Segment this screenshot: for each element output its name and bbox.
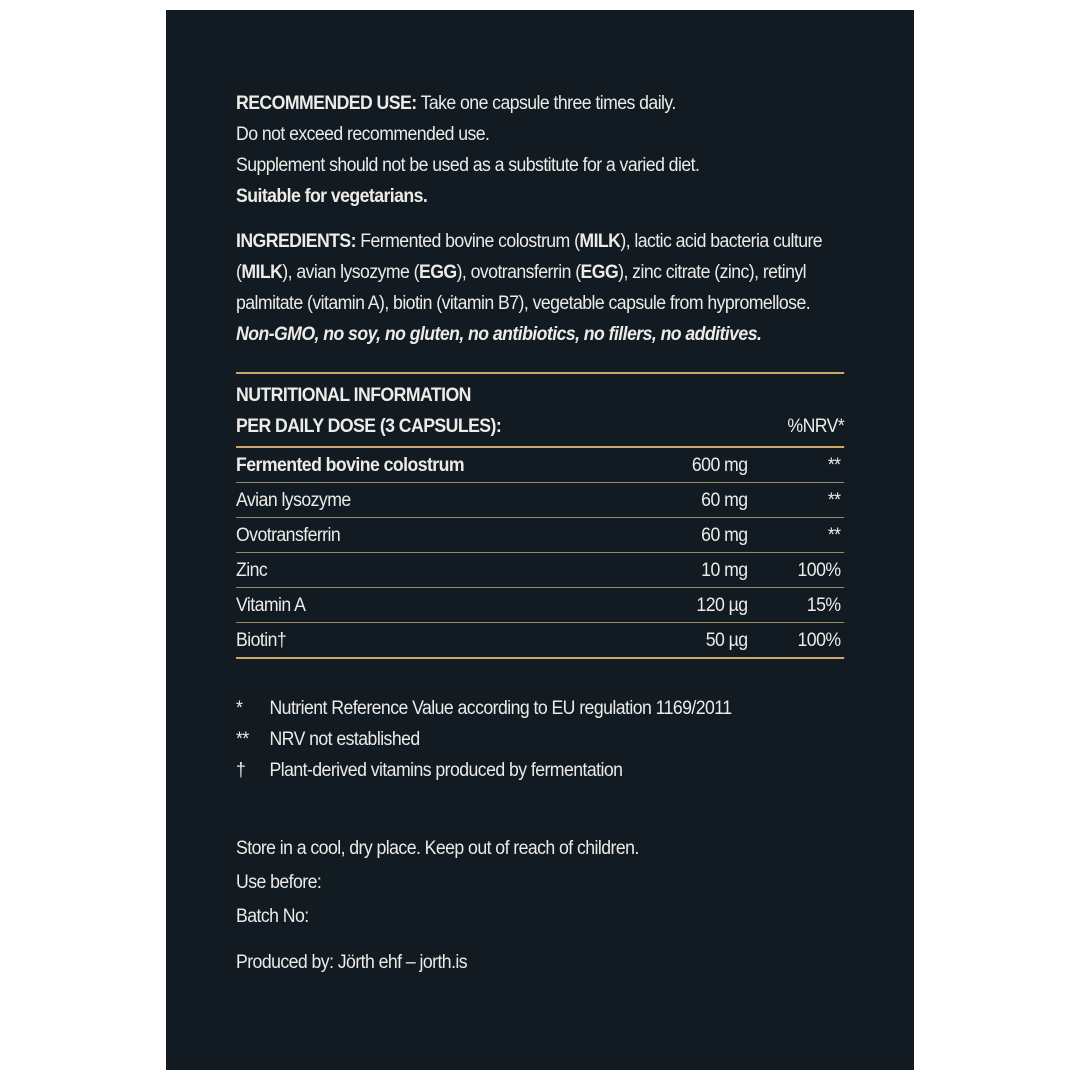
storage-instructions: Store in a cool, dry place. Keep out of reach of children. [236,838,639,859]
ingredients-text: Fermented bovine colostrum ( [355,231,580,252]
table-row [236,553,844,588]
recommended-use-heading: RECOMMENDED USE: [236,93,417,114]
nutrition-title-line1: NUTRITIONAL INFORMATION [236,385,471,406]
recommended-use-limit: Do not exceed recommended use. [236,124,490,145]
footnote-text: Plant-derived vitamins produced by fermentation [269,760,623,781]
nutrition-table [236,448,844,657]
vegetarian-note: Suitable for vegetarians. [236,186,428,207]
ingredients-paragraph [236,226,844,319]
nutrition-title-line2: PER DAILY DOSE (3 CAPSULES): [236,416,502,437]
label-content [236,88,844,980]
nutrient-amount: 10 mg [636,553,748,588]
nutrient-amount: 60 mg [636,483,748,518]
table-row [236,483,844,518]
recommended-use-diet: Supplement should not be used as a substitute for a varied diet. [236,155,700,176]
recommended-use-line [236,88,844,119]
ingredients-text: ), ovotransferrin ( [456,262,581,283]
table-row [236,623,844,658]
table-row [236,518,844,553]
ingredients-text: ), avian lysozyme ( [282,262,419,283]
nutrient-name: Ovotransferrin [236,518,636,553]
nutrient-nrv: 15% [748,588,845,623]
nutrient-name: Vitamin A [236,588,636,623]
nutrient-name: Avian lysozyme [236,483,636,518]
footnote-symbol: * [236,698,243,719]
allergen-egg: EGG [418,262,457,283]
footnote-symbol: ** [236,729,249,750]
nutrient-amount: 120 µg [636,588,748,623]
nrv-column-header: %NRV* [787,416,845,437]
ingredients-text: ), zinc citrate (zinc), retinyl palmitate (vitamin A), biotin (vitamin B7), vegetable capsule from hypromellose. [236,262,811,314]
ingredients-text: ), lactic acid bacteria culture ( [236,231,823,283]
supplement-label-panel [166,10,914,1070]
footnote-item [236,693,844,724]
ingredients-heading: INGREDIENTS: [236,231,356,252]
nutrient-amount: 60 mg [636,518,748,553]
nutrient-name: Fermented bovine colostrum [236,448,636,483]
allergen-egg: EGG [580,262,619,283]
footnote-text: Nutrient Reference Value according to EU regulation 1169/2011 [269,698,732,719]
footnote-symbol: † [236,760,246,781]
nutrition-header [236,374,844,442]
producer-info: Produced by: Jörth ehf – jorth.is [236,952,468,973]
footnotes [236,693,844,786]
footnote-text: NRV not established [269,729,420,750]
nutrient-amount: 600 mg [636,448,748,483]
use-before-field: Use before: [236,872,322,893]
nutrient-nrv: 100% [797,629,841,651]
nutrient-name: Zinc [236,553,636,588]
table-row [236,588,844,623]
product-claims: Non-GMO, no soy, no gluten, no antibiotics, no fillers, no additives. [236,324,762,345]
nutrient-nrv: ** [748,448,845,483]
table-row [236,448,844,483]
footnote-item [236,755,844,786]
recommended-use-text: Take one capsule three times daily. [416,93,676,114]
nutrient-nrv: ** [748,483,845,518]
nutrient-nrv: ** [748,518,845,553]
nutrient-name: Biotin† [236,629,287,651]
footnote-item [236,724,844,755]
allergen-milk: MILK [579,231,621,252]
nutrient-amount: 50 µg [705,629,748,651]
nutrient-nrv: 100% [748,553,845,588]
batch-number-field: Batch No: [236,906,309,927]
allergen-milk: MILK [241,262,283,283]
